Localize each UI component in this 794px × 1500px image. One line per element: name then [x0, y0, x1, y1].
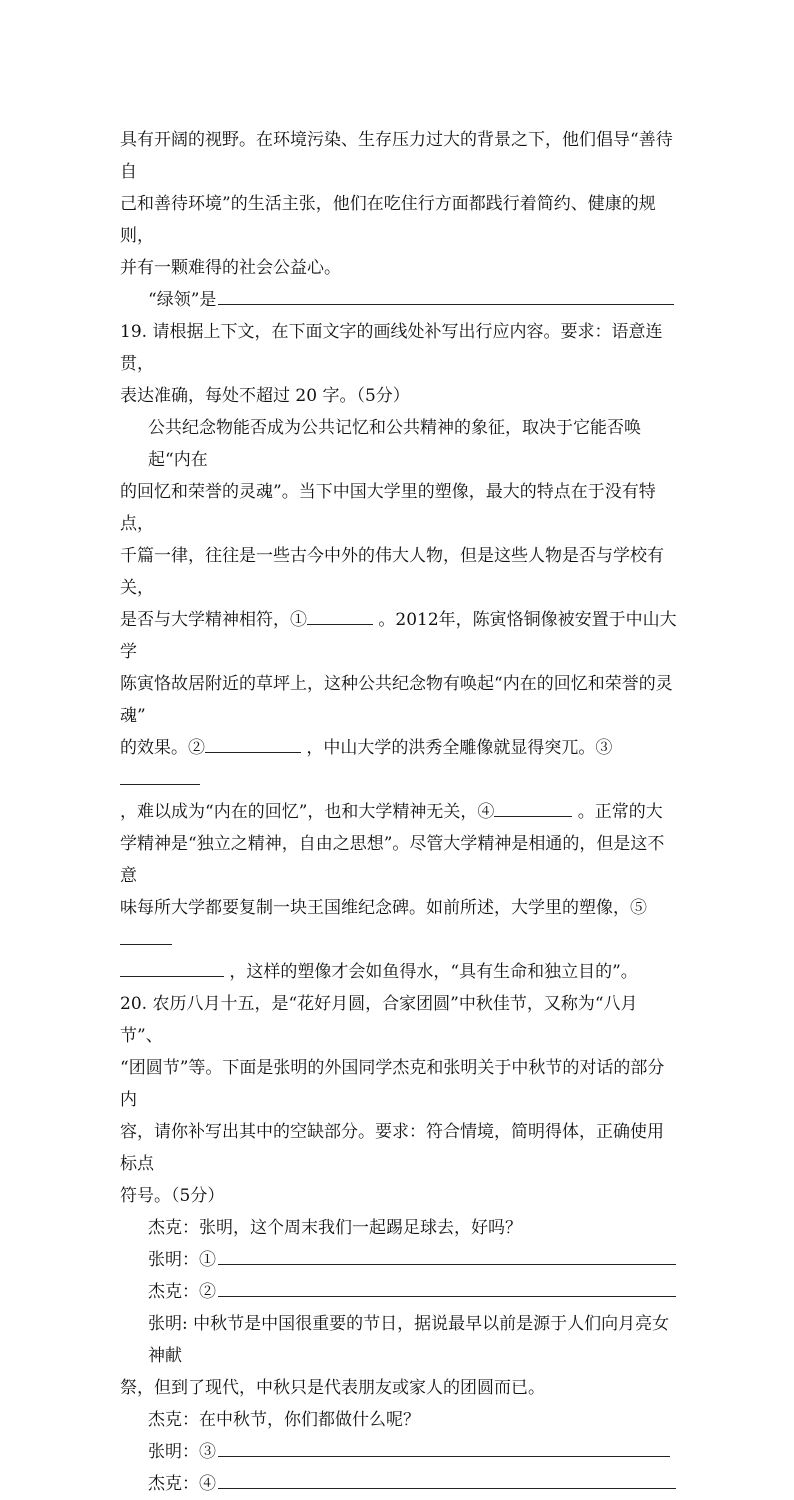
- blank-5-continued[interactable]: [120, 958, 224, 977]
- blank-5[interactable]: [120, 926, 172, 945]
- q19-text: 。正常的大: [572, 802, 663, 822]
- q19-text: ，难以成为“内在的回忆”，也和大学精神无关，④: [120, 802, 495, 822]
- answer-prompt: “绿领”是: [148, 290, 217, 310]
- dialog-zhangming-3: [120, 1436, 680, 1468]
- q19-para-9: [120, 892, 680, 956]
- q19-text: ，这样的塑像才会如鱼得水，“具有生命和独立目的”。: [224, 962, 638, 982]
- dialog-speaker: 张明：①: [148, 1250, 216, 1270]
- dialog-blank-4[interactable]: [218, 1468, 676, 1489]
- dialog-zhangming-2-cont: 祭，但到了现代，中秋只是代表朋友或家人的团圆而已。: [120, 1378, 545, 1398]
- q19-para-4: [120, 604, 680, 668]
- dialog-blank-2[interactable]: [218, 1276, 676, 1297]
- q19-para-1: 公共纪念物能否成为公共记忆和公共精神的象征，取决于它能否唤起“内在: [148, 418, 641, 470]
- intro-line-3: 并有一颗难得的社会公益心。: [120, 258, 341, 278]
- q19-heading-1: 19. 请根据上下文，在下面文字的画线处补写出行应内容。要求：语意连贯，: [120, 322, 663, 374]
- dialog-speaker: 杰克：④: [148, 1474, 216, 1494]
- q20-heading-2: “团圆节”等。下面是张明的外国同学杰克和张明关于中秋节的对话的部分内: [120, 1058, 665, 1110]
- q19-text: 是否与大学精神相符，①: [120, 610, 307, 630]
- q19-para-8: 学精神是“独立之精神，自由之思想”。尽管大学精神是相通的，但是这不意: [120, 834, 665, 886]
- dialog-jack-3: 杰克：在中秋节，你们都做什么呢？: [148, 1410, 420, 1430]
- dialog-jack-2: [120, 1276, 680, 1308]
- blank-2[interactable]: [205, 734, 301, 753]
- dialog-zhangming-2: 张明: 中秋节是中国很重要的节日，据说最早以前是源于人们向月亮女神献: [148, 1314, 670, 1366]
- blank-1[interactable]: [307, 606, 373, 625]
- intro-line-1: 具有开阔的视野。在环境污染、生存压力过大的背景之下，他们倡导“善待自: [120, 130, 673, 182]
- q19-text: 。2012年，陈寅恪铜像被安置于中山大学: [120, 610, 677, 662]
- q19-heading-2: 表达准确，每处不超过 20 字。（5分）: [120, 386, 410, 406]
- document-page: [120, 124, 680, 1500]
- dialog-blank-1[interactable]: [218, 1244, 676, 1265]
- answer-blank[interactable]: [218, 284, 674, 305]
- q19-para-5: 陈寅恪故居附近的草坪上，这种公共纪念物有唤起“内在的回忆和荣誉的灵魂”: [120, 674, 673, 726]
- q19-para-7: [120, 796, 680, 828]
- q20-heading-3: 容，请你补写出其中的空缺部分。要求：符合情境，简明得体，正确使用标点: [120, 1122, 664, 1174]
- intro-line-2: 己和善待环境”的生活主张，他们在吃住行方面都践行着简约、健康的规则，: [120, 194, 656, 246]
- q19-para-3: 千篇一律，往往是一些古今中外的伟大人物，但是这些人物是否与学校有关，: [120, 546, 664, 598]
- dialog-speaker: 杰克：②: [148, 1282, 216, 1302]
- q19-text: 味每所大学都要复制一块王国维纪念碑。如前所述，大学里的塑像，⑤: [120, 898, 647, 918]
- blank-4[interactable]: [494, 798, 572, 817]
- q20-heading-1: 20. 农历八月十五，是“花好月圆，合家团圆”中秋佳节，又称为“八月节”、: [120, 994, 638, 1046]
- q19-para-10: [120, 956, 680, 988]
- dialog-speaker: 张明：③: [148, 1442, 216, 1462]
- dialog-zhangming-1: [120, 1244, 680, 1276]
- q19-para-6: [120, 732, 680, 796]
- dialog-jack-1: 杰克：张明，这个周末我们一起踢足球去，好吗？: [148, 1218, 522, 1238]
- q19-para-2: 的回忆和荣誉的灵魂”。当下中国大学里的塑像，最大的特点在于没有特点，: [120, 482, 656, 534]
- dialog-jack-4: [120, 1468, 680, 1500]
- q19-text: 的效果。②: [120, 738, 205, 758]
- green-collar-answer-line: [120, 284, 680, 316]
- dialog-blank-3[interactable]: [218, 1436, 670, 1457]
- q20-heading-4: 符号。（5分）: [120, 1186, 225, 1206]
- blank-3[interactable]: [120, 766, 200, 785]
- q19-text: ，中山大学的洪秀全雕像就显得突兀。③: [301, 738, 613, 758]
